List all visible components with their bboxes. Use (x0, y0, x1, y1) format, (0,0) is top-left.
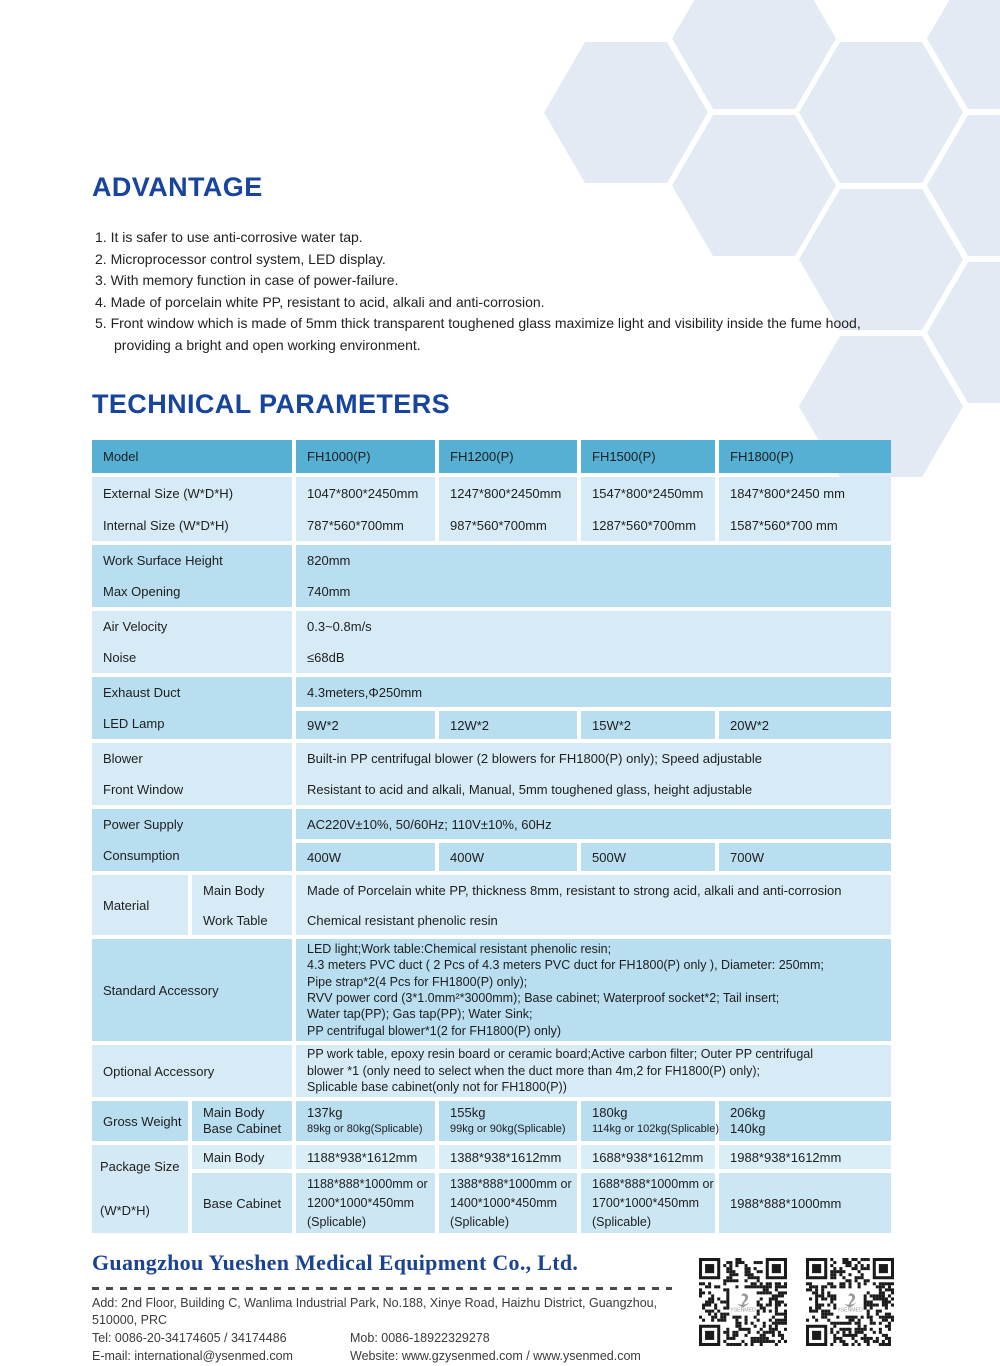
cell-optional-accessory: PP work table, epoxy resin board or ceramic board;Active carbon filter; Outer PP centrifugal blower *1 (only need to select when the duct more than 4m,2 for FH1800(P) only); Splicable base cabinet(only not for FH1800(P)) (296, 1045, 891, 1097)
cell-gross-fh1000: 137kg 89kg or 80kg(Splicable) (296, 1101, 435, 1141)
header-fh1000: FH1000(P) (296, 440, 435, 473)
row-label: Gross Weight (92, 1101, 188, 1141)
header-fh1800: FH1800(P) (719, 440, 891, 473)
row-package-size (92, 1145, 891, 1233)
cell-gross-fh1500: 180kg 114kg or 102kg(Splicable) (581, 1101, 715, 1141)
cell-pkg-main-fh1200: 1388*938*1612mm (439, 1145, 577, 1169)
row-label: Optional Accessory (92, 1045, 292, 1097)
cell-pkg-cab-fh1000: 1188*888*1000mm or 1200*1000*450mm (Splicable) (296, 1173, 435, 1233)
contact-block (92, 1295, 684, 1365)
cell-gross-fh1200: 155kg 99kg or 90kg(Splicable) (439, 1101, 577, 1141)
table-header-row (92, 440, 891, 473)
hexagon (544, 42, 708, 183)
row-sublabel: Main Body Base Cabinet (192, 1101, 292, 1141)
header-fh1200: FH1200(P) (439, 440, 577, 473)
advantage-item: 2. Microprocessor control system, LED display. (95, 250, 386, 267)
cell-blower-values: Built-in PP centrifugal blower (2 blowers for FH1800(P) only); Speed adjustable Resistant to acid and alkali, Manual, 5mm toughened glass, height adjustable (296, 743, 891, 805)
cell-power-supply: AC220V±10%, 50/60Hz; 110V±10%, 60Hz (296, 809, 891, 839)
row-label: Package Size (W*D*H) (92, 1145, 188, 1233)
cell-pkg-main-fh1800: 1988*938*1612mm (719, 1145, 891, 1169)
row-surface (92, 545, 891, 607)
row-exhaust-led (92, 677, 891, 739)
header-fh1500: FH1500(P) (581, 440, 715, 473)
hexagon (799, 42, 963, 183)
cell-duct: 4.3meters,Φ250mm (296, 677, 891, 707)
advantage-list (95, 227, 883, 356)
cell-pkg-cab-fh1200: 1388*888*1000mm or 1400*1000*450mm (Splicable) (439, 1173, 577, 1233)
email: E-mail: international@ysenmed.com (92, 1349, 293, 1363)
cell-standard-accessory: LED light;Work table:Chemical resistant phenolic resin; 4.3 meters PVC duct ( 2 Pcs of 4.3 meters PVC duct for FH1800(P) only ), Diameter: 250mm; Pipe strap*2(4 Pcs for FH1800(P) only); RVV power cord (3*1.0mm²*3000mm); Base cabinet; Waterproof socket*2; Tail insert; Water tap(PP); Gas tap(PP); Water Sink; PP centrifugal blower*1(2 for FH1800(P) only) (296, 939, 891, 1041)
row-standard-accessory (92, 939, 891, 1041)
qr-code-left (699, 1257, 787, 1347)
row-gross-weight (92, 1101, 891, 1141)
advantage-item: 5. Front window which is made of 5mm thick transparent toughened glass maximize light and visibility inside the fume hood, providing a bright and open working environment. (95, 315, 861, 353)
parameters-table (92, 440, 891, 1237)
mobile: Mob: 0086-18922329278 (350, 1331, 490, 1345)
advantage-title: ADVANTAGE (92, 172, 263, 202)
advantage-item: 1. It is safer to use anti-corrosive water tap. (95, 229, 363, 245)
technical-parameters-title: TECHNICAL PARAMETERS (92, 389, 451, 419)
address: Add: 2nd Floor, Building C, Wanlima Industrial Park, No.188, Xinye Road, Haizhu District, Guangzhou, 510000, PRC (92, 1296, 658, 1327)
cell-size-fh1200: 1247*800*2450mm 987*560*700mm (439, 477, 577, 541)
row-label: External Size (W*D*H) Internal Size (W*D*H) (92, 477, 292, 541)
cell-pkg-main-fh1000: 1188*938*1612mm (296, 1145, 435, 1169)
row-label: Exhaust Duct LED Lamp (92, 677, 292, 739)
row-optional-accessory (92, 1045, 891, 1097)
row-power (92, 809, 891, 871)
svg-text:YSENMED: YSENMED (837, 1307, 863, 1314)
row-material (92, 875, 891, 935)
company-name: Guangzhou Yueshen Medical Equipment Co., Ltd. (92, 1250, 579, 1275)
advantage-item: 3. With memory function in case of power-failure. (95, 272, 399, 288)
row-air (92, 611, 891, 673)
cell-lamp-fh1200: 12W*2 (439, 711, 577, 739)
cell-lamp-fh1000: 9W*2 (296, 711, 435, 739)
cell-surface-values: 820mm 740mm (296, 545, 891, 607)
row-label: Power Supply Consumption (92, 809, 292, 871)
row-label: Blower Front Window (92, 743, 292, 805)
cell-lamp-fh1500: 15W*2 (581, 711, 715, 739)
row-label: Standard Accessory (92, 939, 292, 1041)
row-sublabel: Main Body Work Table (192, 875, 292, 935)
cell-pkg-cab-fh1500: 1688*888*1000mm or 1700*1000*450mm (Splicable) (581, 1173, 715, 1233)
cell-gross-fh1800: 206kg 140kg (719, 1101, 891, 1141)
row-blower-window (92, 743, 891, 805)
row-sublabel: Main Body (192, 1145, 292, 1169)
website: Website: www.gzysenmed.com / www.ysenmed.com (350, 1349, 641, 1363)
row-size (92, 477, 891, 541)
cell-size-fh1500: 1547*800*2450mm 1287*560*700mm (581, 477, 715, 541)
advantage-item: 4. Made of porcelain white PP, resistant to acid, alkali and anti-corrosion. (95, 293, 545, 310)
cell-watt-fh1800: 700W (719, 843, 891, 871)
cell-watt-fh1200: 400W (439, 843, 577, 871)
cell-size-fh1800: 1847*800*2450 mm 1587*560*700 mm (719, 477, 891, 541)
row-label: Material (92, 875, 188, 935)
qr-code-right (806, 1257, 894, 1347)
cell-air-values: 0.3~0.8m/s ≤68dB (296, 611, 891, 673)
cell-pkg-cab-fh1800: 1988*888*1000mm (719, 1173, 891, 1233)
cell-pkg-main-fh1500: 1688*938*1612mm (581, 1145, 715, 1169)
cell-watt-fh1500: 500W (581, 843, 715, 871)
cell-size-fh1000: 1047*800*2450mm 787*560*700mm (296, 477, 435, 541)
row-label: Air Velocity Noise (92, 611, 292, 673)
dashed-divider (92, 1287, 672, 1290)
svg-text:YSENMED: YSENMED (730, 1307, 756, 1314)
row-sublabel: Base Cabinet (192, 1173, 292, 1233)
row-label: Work Surface Height Max Opening (92, 545, 292, 607)
header-model: Model (92, 440, 292, 473)
cell-material-values: Made of Porcelain white PP, thickness 8mm, resistant to strong acid, alkali and anti-corrosion Chemical resistant phenolic resin (296, 875, 891, 935)
cell-lamp-fh1800: 20W*2 (719, 711, 891, 739)
cell-watt-fh1000: 400W (296, 843, 435, 871)
telephone: Tel: 0086-20-34174605 / 34174486 (92, 1331, 287, 1345)
